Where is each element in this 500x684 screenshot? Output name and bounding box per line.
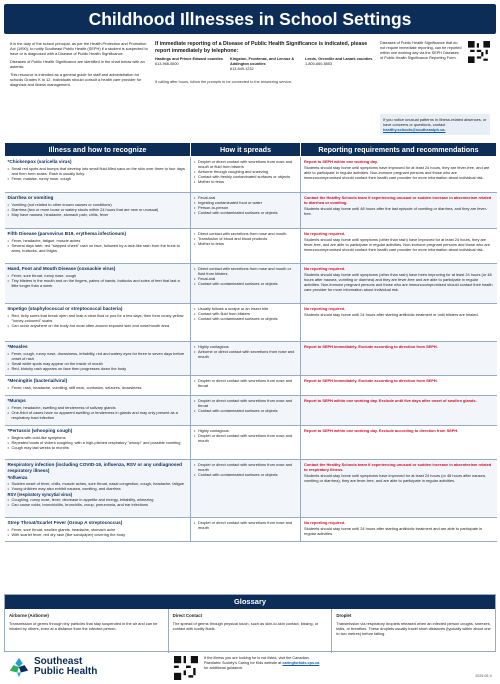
column-header: Reporting requirements and recommendations [301, 143, 497, 157]
symptom-item: • Tiny blisters in the mouth and on the fingers, palms of hands, buttocks and soles of feet that last a little longer than a week [8, 278, 188, 288]
footer [4, 656, 496, 682]
spread-item: • Contact with contaminated surfaces or objects [194, 281, 297, 286]
illness-name: Respiratory infection (including COVID-19, influenza, RSV or any undiagnosed respiratory illness) [7, 462, 182, 474]
illness-name: *Mumps [7, 398, 26, 403]
spread-cell [191, 342, 301, 376]
spread-item: • Person-to-person [194, 205, 297, 210]
symptom-item: • Small red spots and bumps that develop into small fluid-filled sacs on the skin over three to four days and then form scabs. Rash is usually itchy. [8, 166, 188, 176]
reporting-cell [301, 304, 497, 342]
reporting-requirement: Report to SEPH immediately. Exclude according to direction from SEPH. [304, 344, 438, 349]
reporting-cell [301, 193, 497, 229]
symptom-item: • Fever, malaise, runny nose, cough [8, 176, 188, 181]
glossary-definition: Transmission of germs through tiny particles that stay suspended in the air and can be inhaled by others, even at a distance from the infected person. [9, 620, 158, 631]
illness-name: *Measles [7, 344, 28, 349]
symptom-item: • Begins with cold-like symptoms [8, 435, 188, 440]
spread-item: • Contact with fluid from blisters [194, 311, 297, 316]
footer-note-text: If the illness you are looking for is not listed, visit the Canadian Paediatric Society's Caring for Kids website at [204, 656, 309, 666]
table-row [5, 157, 497, 193]
reporting-cell [301, 376, 497, 396]
phone-number[interactable]: 613-966-5500 [155, 62, 179, 67]
spread-item: • Mother to fetus [194, 241, 297, 246]
spread-item: • Transfusion of blood and blood products [194, 236, 297, 241]
symptom-item: • Cough may last weeks to months [8, 445, 188, 450]
reporting-cell [301, 518, 497, 542]
reporting-requirement: Report to SEPH within one working day. Exclude according to direction from SEPH. [304, 428, 459, 433]
table-row [5, 460, 497, 518]
reporting-requirement: No reporting required. [304, 231, 346, 236]
glossary-term: Droplet [336, 613, 352, 618]
table-row [5, 518, 497, 542]
spread-cell [191, 304, 301, 342]
document-code: 2025-05-V [475, 674, 492, 678]
reporting-recommendation: Students should stay home until 24 hours after starting antibiotic treatment or until blisters are healed. [304, 312, 479, 318]
symptom-item: • Can occur anywhere on the body but most often around exposed skin and nose/mouth area [8, 323, 188, 328]
reporting-requirement: No reporting required. [304, 520, 346, 525]
spread-item: • Direct contact with secretions from nose and mouth or fluid from blisters [194, 266, 297, 276]
after-hours-note: If calling after hours, follow the prompts to be connected to the answering service. [155, 79, 293, 84]
spread-item: • Direct contact with secretions from nose and mouth [194, 231, 297, 236]
reporting-cell [301, 426, 497, 460]
spread-cell [191, 396, 301, 426]
spread-item: • Droplet or direct contact with secretions from nose and mouth or fluid from blisters [194, 159, 297, 169]
table-row [5, 342, 497, 376]
table-row [5, 304, 497, 342]
intro-para: This resource is intended as a general guide for staff and administration for schools Grades K to 12. Individuals should consult a health care provider for diagnosis and illness management. [10, 71, 142, 87]
phone-region: Hastings and Prince Edward counties [155, 57, 223, 62]
glossary-definition: The spread of germs through physical touch, such as skin-to-skin contact, kissing, or contact with bodily fluids. [172, 620, 319, 631]
qr-code-icon[interactable] [174, 656, 198, 680]
caring-for-kids-link[interactable]: caringforkids.cps.ca [282, 661, 320, 666]
reporting-cell [301, 460, 497, 518]
symptom-item: • One-third of cases have no apparent swelling or tenderness in glands and may only present as a respiratory tract infection [8, 410, 188, 420]
spread-item: • Mother to fetus [194, 179, 297, 184]
phone-entry [305, 57, 380, 72]
illness-name: *Pertussis (whooping cough) [7, 428, 73, 433]
notice-text: If you notice unusual patterns in illness-related absences, or have concerns or questions, contact [383, 117, 487, 128]
table-row [5, 376, 497, 396]
reporting-requirement: No reporting required. [304, 266, 346, 271]
phone-entry [230, 57, 305, 72]
page-title: Childhood Illnesses in School Settings [4, 4, 496, 34]
intro-text [10, 41, 155, 131]
illness-cell [5, 376, 191, 396]
illness-name: *Meningitis (bacterial/viral) [7, 378, 68, 383]
immediate-reporting-lead: If immediate reporting of a Disease of Public Health Significance is indicated, please report immediately by telephone: [155, 41, 368, 54]
reporting-requirement: Report to SEPH within one working day. Exclude until five days after onset of swollen glands. [304, 398, 477, 403]
glossary-title: Glossary [5, 595, 495, 609]
spread-cell [191, 193, 301, 229]
glossary-term: Airborne (Airborne) [9, 613, 49, 618]
spread-item: • Usually follows a scrape or an insect bite [194, 306, 297, 311]
illness-cell [5, 396, 191, 426]
table-row [5, 229, 497, 264]
logo-line: Public Health [34, 666, 98, 677]
symptom-item: • Small white spots may appear on the inside of mouth [8, 361, 188, 366]
spread-cell [191, 460, 301, 518]
glossary-item [168, 609, 332, 653]
illness-name: Fifth Disease (parvovirus B19, erythema infectiosum) [7, 231, 127, 236]
column-header: Illness and how to recognize [5, 143, 191, 157]
reporting-requirement: No reporting required. [304, 306, 346, 311]
reporting-cell [301, 264, 497, 304]
glossary-item [331, 609, 495, 653]
logo-line: Southeast [34, 655, 83, 667]
qr-code-icon[interactable] [468, 41, 490, 63]
illness-name: *Chickenpox (varicella virus) [7, 159, 72, 164]
illness-cell [5, 342, 191, 376]
symptom-item: • Fever, headache, swelling and tenderness of salivary glands [8, 405, 188, 410]
symptom-item: • Sudden onset of fever, chills, muscle aches, sore throat, nasal congestion, cough, headache, fatigue [8, 481, 188, 486]
spread-item: • Contact with contaminated surfaces or objects [194, 472, 297, 477]
table-row [5, 193, 497, 229]
spread-cell [191, 376, 301, 396]
symptom-item: • Fever, sore throat, runny nose, cough [8, 273, 188, 278]
spread-cell [191, 518, 301, 542]
reporting-requirement: Report to SEPH immediately. Exclude according to direction from SEPH. [304, 378, 438, 383]
sub-illness-name: *Influenza [7, 475, 28, 481]
spread-item: • Droplet or direct contact with secretions from nose and throat [194, 378, 297, 388]
reporting-form-text: Diseases of Public Health Significance that do not require immediate reporting, can be reported within one working day via the SEPH Diseases of Public Health Significance Reporting Form. [380, 41, 462, 60]
symptom-item: • With scarlet fever, red dry rash (like sandpaper) covering the body [8, 532, 188, 537]
reporting-cell [301, 396, 497, 426]
illness-table [4, 142, 497, 542]
table-row [5, 396, 497, 426]
spread-item: • Airborne or direct contact with secretions from nose and mouth [194, 349, 297, 359]
spread-item: • Droplet or direct contact with secretions from nose and mouth [194, 520, 297, 530]
spread-item: • Fecal-oral [194, 276, 297, 281]
spread-item: • Contact with contaminated surfaces or objects [194, 316, 297, 321]
spread-item: • Droplet or direct contact with secretions from nose and mouth [194, 462, 297, 472]
glossary [4, 594, 496, 652]
symptom-item: • Fever, cough, runny nose, drowsiness, irritability, red and watery eyes for three to seven days before onset of rash [8, 351, 188, 361]
spread-cell [191, 157, 301, 193]
illness-cell [5, 518, 191, 542]
symptom-item: • Vomiting (not related to other known causes or conditions) [8, 202, 188, 207]
spread-item: • Ingesting contaminated food or water [194, 200, 297, 205]
intro-para: Diseases of Public Health Significance are identified in the chart below with an asterisk. [10, 58, 145, 69]
symptom-item: • Coughing, runny nose, fever, decrease in appetite and energy, irritability, wheezing [8, 497, 188, 502]
reporting-requirement: Contact the Healthy Schools team if experiencing unusual or sudden increase in absenteeism related to diarrhea or vomiting. [304, 195, 492, 206]
reporting-contacts [155, 41, 380, 131]
illness-cell [5, 426, 191, 460]
illness-cell [5, 460, 191, 518]
reporting-requirement: Contact the Healthy Schools team if experiencing unusual or sudden increase in absenteeism related to respiratory illness. [304, 462, 492, 473]
symptom-item: • Fever, sore throat, swollen glands, headache, stomach ache [8, 527, 188, 532]
phone-region: Kingston, Frontenac, and Lennox & Addington counties [230, 57, 295, 67]
column-header: How it spreads [191, 143, 301, 157]
additional-guidance-note [204, 656, 324, 671]
illness-name: Strep Throat/Scarlet Fever (Group A streptococcus) [7, 520, 123, 525]
table-row [5, 426, 497, 460]
reporting-recommendation: Students should stay home until symptoms (other than rash) have been improving for at least 24 hours (or 48 hours after nausea, vomiting or diarrhea) and they are fever-free and are able to participate in regular activities. Non-immune pregnant persons and those who are immunocompromised should contact their health care provider for more information about individual risk. [304, 272, 493, 293]
reporting-recommendation: Students should stay home until symptoms (other than rash) have improved for at least 24 hours, they are fever-free, and are able to participate in regular activities. Non-immune pregnant persons and those who are immunocompromised should contact their health care provider for more information about individual risk. [304, 237, 490, 253]
illness-cell [5, 193, 191, 229]
glossary-term: Direct Contact [172, 613, 203, 618]
illness-name: Impetigo (staphylococcal or streptococcal bacteria) [7, 306, 123, 311]
phone-list [155, 57, 380, 72]
reporting-cell [301, 229, 497, 264]
symptom-item: • Red, blotchy rash appears on face then progresses down the body [8, 366, 188, 371]
southeast-public-health-logo [8, 656, 97, 678]
spread-item: • Droplet or direct contact with secretions from nose and mouth [194, 433, 297, 443]
spread-item: • Droplet or direct contact with secretions from nose and throat [194, 398, 297, 408]
reporting-recommendation: Students should stay home until 48 hours after the last episode of vomiting or diarrhea, and they are fever-free. [304, 206, 488, 217]
spread-cell [191, 426, 301, 460]
reporting-cell [301, 342, 497, 376]
symptom-item: • Fever, headache, fatigue, muscle aches [8, 238, 188, 243]
footer-note-end: for additional guidance. [204, 666, 244, 671]
reporting-cell [301, 157, 497, 193]
spread-item: • Contact with freshly contaminated surfaces or objects [194, 174, 297, 179]
symptom-item: • Repeated bouts of violent coughing, with a high-pitched respiratory "whoop" and possible vomiting [8, 440, 188, 445]
symptom-item: • Several days later, red "slapped cheek" rash on face, followed by a lace-like rash from the trunk to arms, buttocks, and thighs [8, 243, 188, 253]
symptom-item: • Can cause colds, bronchiolitis, bronchitis, croup, pneumonia, and ear infections [8, 502, 188, 507]
symptom-item: • May have nausea, headache, stomach pain, chills, fever [8, 212, 188, 217]
illness-cell [5, 157, 191, 193]
sub-illness-name: RSV (respiratory syncytial virus) [7, 491, 73, 497]
illness-cell [5, 304, 191, 342]
phone-entry [155, 57, 230, 72]
intro-section [10, 41, 490, 131]
illness-name: Hand, Foot and Mouth Disease (coxsackie virus) [7, 266, 116, 271]
spread-cell [191, 229, 301, 264]
table-row [5, 264, 497, 304]
symptom-item: • Young children may also exhibit nausea, vomiting, and diarrhea [8, 486, 188, 491]
spread-item: • Airborne through coughing and sneezing [194, 169, 297, 174]
illness-cell [5, 229, 191, 264]
illness-cell [5, 264, 191, 304]
healthy-schools-email-link[interactable]: healthy.schools@southeastph.ca. [383, 127, 446, 133]
reporting-recommendation: Students should stay home until symptoms have improved for at least 24 hours, they are fever-free, and are able to participate in regular activities. Non-immune pregnant persons and those who are immunocompromised should contact their health care provider for more information about individual risk. [304, 165, 490, 181]
spread-item: • Fecal-oral [194, 195, 297, 200]
phone-region: Leeds, Grenville and Lanark counties [305, 57, 373, 62]
reporting-recommendation: Students should stay home until symptoms have improved for at least 24 hours (or 48 hours after nausea, vomiting or diarrhea), they are fever-free, and are able to participate in regular activities. [304, 473, 486, 484]
intro-para: It is the duty of the school principal, as per the Health Protection and Promotion Act (1990), to notify Southeast Public Health (SEPH) if a student is suspected to have or is diagnosed with a Disease of Public Health Significance. [10, 41, 148, 57]
spread-item: • Contact with contaminated surfaces or objects [194, 408, 297, 413]
spread-item: • Highly contagious [194, 344, 297, 349]
symptom-item: • Fever, rash, headache, vomiting, stiff neck, confusion, seizures, drowsiness [8, 385, 188, 390]
non-immediate-reporting [380, 41, 490, 131]
reporting-requirement: Report to SEPH within one working day. [304, 159, 378, 164]
illness-name: Diarrhea or vomiting [7, 195, 54, 200]
phone-number[interactable]: 613-549-1232 [230, 67, 254, 72]
symptom-item: • Red, itchy sores that break open and leak a clear fluid or pus for a few days; then form crusty yellow "honey-coloured" scabs [8, 313, 188, 323]
glossary-item [5, 609, 168, 653]
reporting-recommendation: Students should stay home until 24 hours after starting antibiotic treatment and are able to participate in regular activities. [304, 526, 483, 537]
logo-mark-icon [8, 656, 30, 678]
spread-item: • Contact with contaminated surfaces or objects [194, 210, 297, 215]
table-header-row [5, 143, 497, 157]
spread-cell [191, 264, 301, 304]
spread-item: • Highly contagious [194, 428, 297, 433]
glossary-definition: Transmission via respiratory droplets released when an infected person coughs, sneezes, talks, or breathes. These droplets usually travel short distances (typically within about one to two metres) before falling. [336, 620, 491, 636]
symptom-item: • Diarrhea (two or more loose or watery stools within 24 hours that are new or unusual) [8, 207, 188, 212]
contact-notice [380, 114, 490, 135]
phone-number[interactable]: 1-800-660-5853 [305, 62, 333, 67]
